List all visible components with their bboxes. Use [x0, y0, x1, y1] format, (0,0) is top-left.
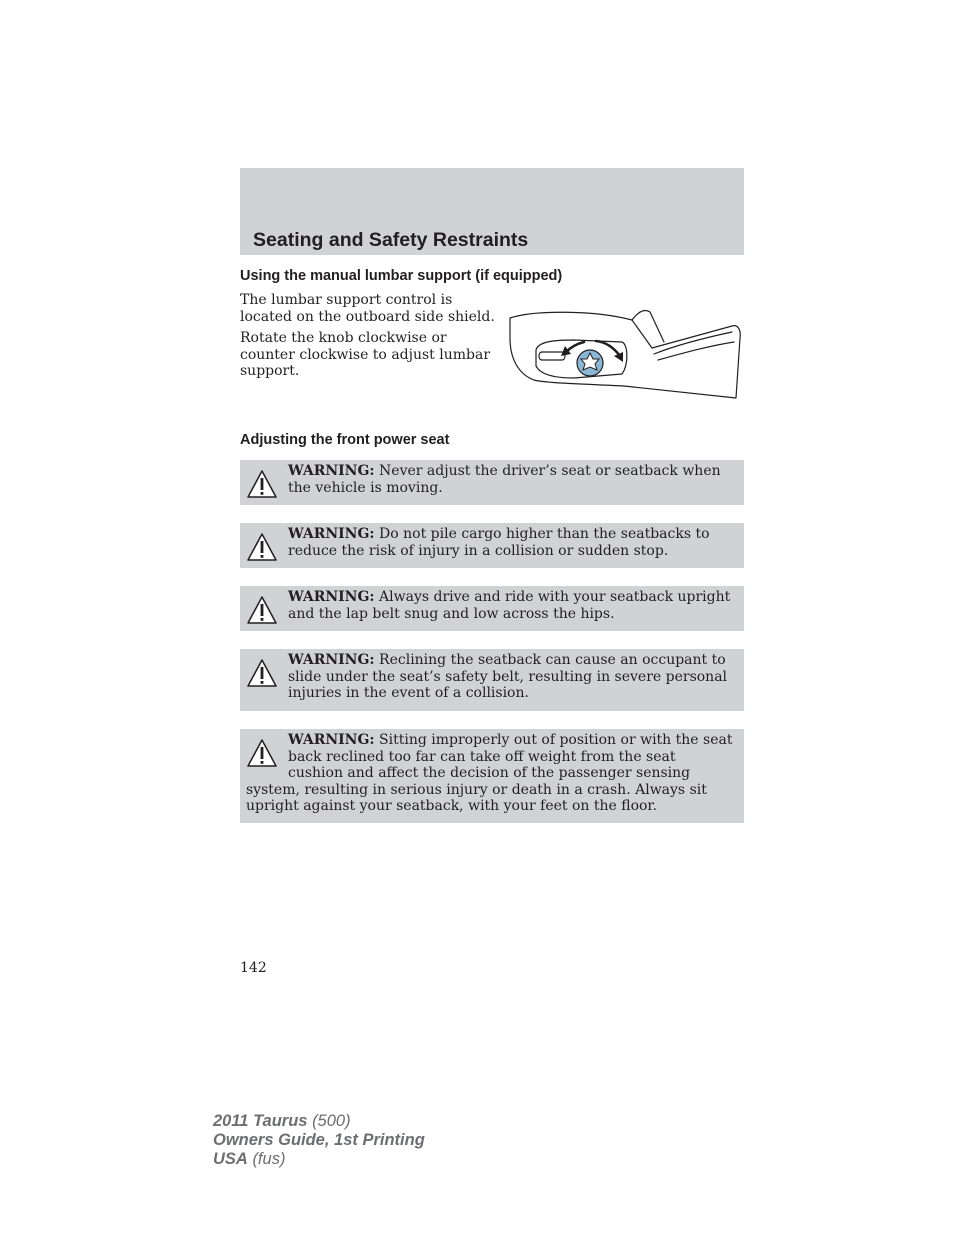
footer-line-guide — [213, 1131, 425, 1150]
warning-body: Reclining the seatback can cause an occupant to slide under the seat’s safety belt, resulting in severe personal injuries in the event of a collision. — [288, 652, 728, 701]
footer-line-region — [213, 1150, 425, 1169]
footer-model-code: (500) — [312, 1112, 351, 1130]
warning-triangle-icon — [246, 532, 278, 562]
power-seat-heading: Adjusting the front power seat — [240, 432, 450, 448]
warning-body: Sitting improperly out of position or with the seat back reclined too far can take off weight from the seat cushion and affect the decision of the passenger sensing system, resulting in serious injury or death in a crash. Always sit upright against your seatback, with your feet on the floor. — [246, 732, 733, 814]
lumbar-paragraph-1: The lumbar support control is located on the outboard side shield. — [240, 292, 495, 325]
warning-box — [240, 460, 744, 505]
warning-text — [246, 589, 734, 622]
seat-lumbar-knob-illustration — [504, 308, 744, 402]
footer-model: 2011 Taurus — [213, 1112, 308, 1130]
warning-text — [246, 652, 734, 702]
warning-triangle-icon — [246, 469, 278, 499]
warning-body: Do not pile cargo higher than the seatbacks to reduce the risk of injury in a collision or sudden stop. — [288, 526, 710, 559]
section-header-band — [240, 168, 744, 255]
warning-triangle-icon — [246, 595, 278, 625]
warning-label: WARNING: — [288, 463, 375, 479]
warning-triangle-icon — [246, 738, 278, 768]
warning-triangle-icon — [246, 658, 278, 688]
warning-label: WARNING: — [288, 732, 375, 748]
warning-box — [240, 649, 744, 711]
footer — [213, 1112, 425, 1169]
warning-text — [246, 526, 734, 559]
warning-box — [240, 729, 744, 823]
warning-body: Always drive and ride with your seatback upright and the lap belt snug and low across the hips. — [288, 589, 731, 622]
warning-label: WARNING: — [288, 526, 375, 542]
lumbar-heading: Using the manual lumbar support (if equipped) — [240, 268, 563, 284]
footer-region-code: (fus) — [252, 1150, 286, 1168]
warning-body: Never adjust the driver’s seat or seatback when the vehicle is moving. — [288, 463, 721, 496]
warning-text — [246, 463, 734, 496]
warning-box — [240, 586, 744, 631]
footer-line-model — [213, 1112, 425, 1131]
warning-label: WARNING: — [288, 589, 375, 605]
warning-text — [246, 732, 734, 815]
lumbar-paragraph-2: Rotate the knob clockwise or counter clockwise to adjust lumbar support. — [240, 330, 491, 380]
warning-box — [240, 523, 744, 568]
page-number: 142 — [240, 960, 267, 976]
footer-guide: Owners Guide, 1st Printing — [213, 1131, 425, 1149]
section-title: Seating and Safety Restraints — [253, 229, 529, 251]
warning-label: WARNING: — [288, 652, 375, 668]
footer-region: USA — [213, 1150, 248, 1168]
